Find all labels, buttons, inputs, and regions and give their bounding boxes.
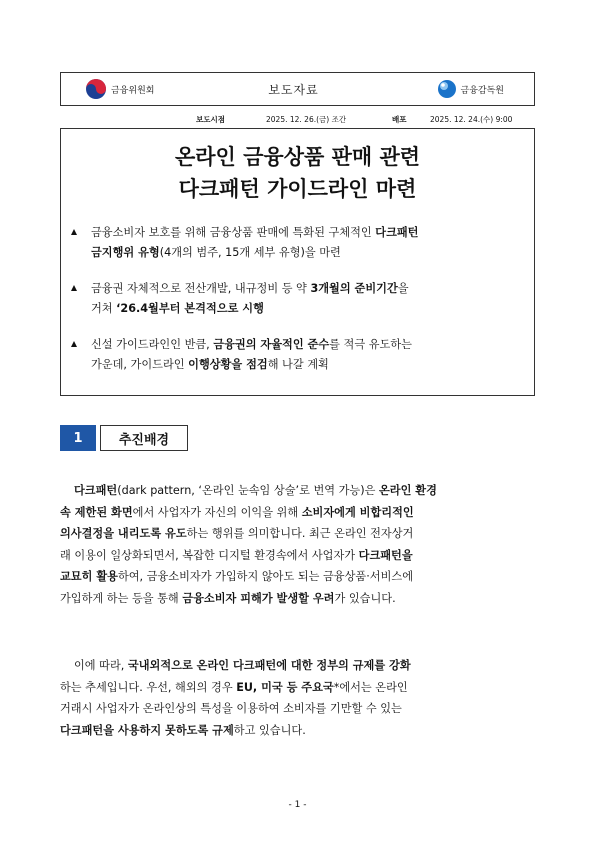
para-text: 하여, 금융소비자가 가입하지 않아도 되는 금융상품·서비스에 xyxy=(117,570,414,583)
fsc-taegeuk-logo-icon xyxy=(85,78,107,100)
headline-line2: 다크패턴 가이드라인 마련 xyxy=(178,177,417,201)
distribution-label: 배포 xyxy=(392,114,407,124)
bullet-emphasis: 다크패턴 xyxy=(375,226,419,239)
para-text: 하고 있습니다. xyxy=(233,723,306,737)
bullet-emphasis: ‘26.4월부터 본격적으로 시행 xyxy=(116,302,264,315)
bullet-text: 금융권 자체적으로 전산개발, 내규정비 등 약 xyxy=(91,282,311,295)
page-number: - 1 - xyxy=(288,800,307,810)
para-text: 가 있습니다. xyxy=(334,591,396,605)
bullet-triangle-icon xyxy=(71,285,77,291)
para-text: 가입하게 하는 등을 통해 xyxy=(60,591,183,605)
section-number-badge: 1 xyxy=(60,425,96,451)
bullet-emphasis: 금융권의 자율적인 준수 xyxy=(213,338,330,351)
bullet-text: (4개의 범주, 15개 세부 유형)을 마련 xyxy=(159,246,341,259)
fsc-org xyxy=(61,78,154,100)
para-text: 하는 추세입니다. 우선, 해외의 경우 xyxy=(60,680,237,694)
para-emphasis: 국내외적으로 온라인 다크패턴에 대한 정부의 규제를 강화 xyxy=(127,659,411,672)
bullet-emphasis: 금지행위 유형 xyxy=(91,246,160,259)
release-header xyxy=(60,72,535,106)
para-emphasis: 의사결정을 내리도록 유도 xyxy=(60,527,187,540)
para-emphasis: 다크패턴을 사용하지 못하도록 규제 xyxy=(60,723,234,737)
fsc-name: 금융위원회 xyxy=(111,85,155,96)
para-text: (dark pattern, ‘온라인 눈속임 상술’로 번역 가능)은 xyxy=(117,484,379,497)
body-paragraph-2 xyxy=(60,655,537,741)
bullet-text: 거쳐 xyxy=(91,302,117,315)
para-emphasis: 소비자에게 비합리적인 xyxy=(301,505,414,519)
fss-org xyxy=(437,79,534,99)
section-title: 추진배경 xyxy=(100,425,188,451)
para-emphasis: 다크패턴 xyxy=(74,484,118,497)
press-release-title: 보도자료 xyxy=(268,82,319,97)
para-text: 에서 사업자가 자신의 이익을 위해 xyxy=(132,505,302,519)
para-emphasis: 다크패턴을 xyxy=(358,548,413,562)
section-heading xyxy=(60,425,188,451)
bullet-text: 금융소비자 보호를 위해 금융상품 판매에 특화된 구체적인 xyxy=(91,226,376,239)
para-emphasis: EU, 미국 등 주요국 xyxy=(236,680,334,694)
para-emphasis: 교묘히 활용 xyxy=(60,570,118,583)
para-text: 하는 행위를 의미합니다. 최근 온라인 전자상거 xyxy=(186,527,414,540)
para-emphasis: 온라인 환경 xyxy=(378,484,437,497)
para-text: 이에 따라, xyxy=(74,659,128,672)
release-timing xyxy=(60,112,535,126)
bullet-text: 을 xyxy=(397,282,409,295)
para-text: 거래시 사업자가 온라인상의 특성을 이용하여 소비자를 기만할 수 있는 xyxy=(60,702,402,715)
bullet-text: 해 나갈 계획 xyxy=(267,358,329,371)
bullet-emphasis: 3개월의 준비기간 xyxy=(310,282,398,295)
bullet-triangle-icon xyxy=(71,229,77,235)
fss-globe-logo-icon xyxy=(437,79,457,99)
para-text: 래 이용이 일상화되면서, 복잡한 디지털 환경속에서 사업자가 xyxy=(60,548,359,562)
bullet-text: 가운데, 가이드라인 xyxy=(91,358,189,371)
headline xyxy=(61,141,534,205)
release-time-value: 2025. 12. 26.(금) 조간 xyxy=(266,114,347,124)
distribution-value: 2025. 12. 24.(수) 9:00 xyxy=(430,114,513,124)
bullet-emphasis: 이행상황을 점검 xyxy=(188,358,268,371)
para-emphasis: 속 제한된 화면 xyxy=(60,505,133,519)
release-time-label: 보도시점 xyxy=(196,114,225,124)
fss-name: 금융감독원 xyxy=(460,85,504,96)
bullet-triangle-icon xyxy=(71,341,77,347)
summary-box xyxy=(60,128,535,396)
bullet-text: 신설 가이드라인인 반큼, xyxy=(91,338,214,351)
body-paragraph-1 xyxy=(60,480,537,609)
headline-line1: 온라인 금융상품 판매 관련 xyxy=(174,145,421,169)
para-text: *에서는 온라인 xyxy=(333,680,408,694)
para-emphasis: 금융소비자 피해가 발생할 우려 xyxy=(182,591,335,605)
bullet-text: 를 적극 유도하는 xyxy=(329,338,412,351)
